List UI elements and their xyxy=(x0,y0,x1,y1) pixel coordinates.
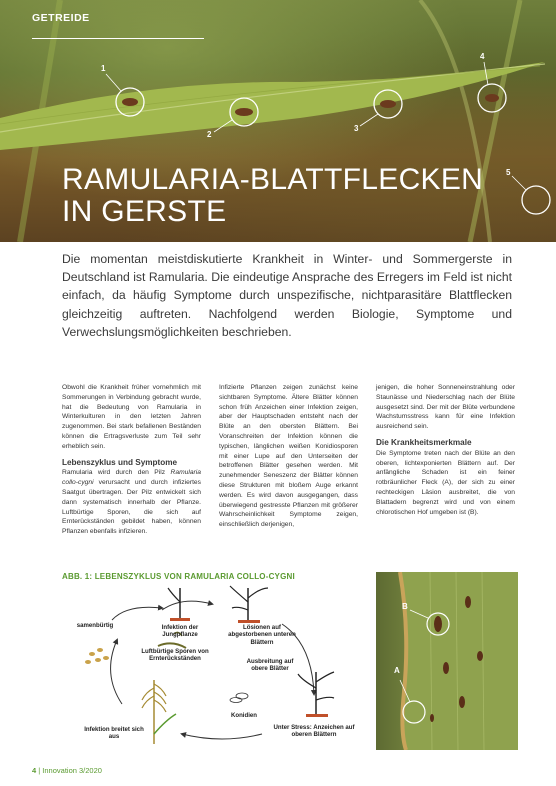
col1-text-a: Ramularia wird durch den Pilz xyxy=(62,469,171,477)
column-3 xyxy=(376,383,515,523)
photo-label-a: A xyxy=(394,666,400,675)
label-spread-upper: Ausbreitung auf obere Blätter xyxy=(246,658,294,673)
photo-label-b: B xyxy=(402,602,408,611)
col3-heading: Die Krankheitsmerkmale xyxy=(376,437,472,447)
lifecycle-diagram xyxy=(62,584,362,754)
section-divider xyxy=(32,38,204,39)
page-number: 4 xyxy=(32,766,37,775)
col1-paragraph-2 xyxy=(62,468,201,537)
footer-separator: | xyxy=(36,766,43,775)
page-footer xyxy=(32,766,102,775)
col3-paragraph-1: jenigen, die hoher Sonneneinstrahlung oder Staunässe und Niederschlag nach der Blüte ausgesetzt sind. Der mit der Blüte verbundene Wachstumsstress kann für eine Infektion ausreichend sein. xyxy=(376,384,515,431)
col1-heading: Lebenszyklus und Symptome xyxy=(62,457,178,467)
column-1 xyxy=(62,383,201,543)
title-line-1: RAMULARIA-BLATTFLECKEN xyxy=(62,163,484,196)
page-title xyxy=(62,164,483,228)
label-conidia: Konidien xyxy=(230,712,258,719)
callout-4: 4 xyxy=(480,52,485,61)
figure-title: ABB. 1: LEBENSZYKLUS VON RAMULARIA COLLO-CYGNI xyxy=(62,572,295,581)
callout-1: 1 xyxy=(101,64,106,73)
lead-paragraph: Die momentan meistdiskutierte Krankheit in Winter- und Sommergerste in Deutschland ist Ramularia. Die eindeutige Ansprache des Erregers im Feld ist nicht einfach, da häufig Symptome durch unspezifische, nichtparasitäre Blattflecken gleichzeitig auftreten. Nachfolgend werden Biologie, Symptome und Verwechslungsmöglichkeiten beschrieben. xyxy=(62,252,512,339)
col1-species-name: Ramularia collo-cygni xyxy=(62,469,201,487)
label-airborne-spores: Luftbürtige Sporen von Ernterückständen xyxy=(141,648,209,663)
label-infection-spreads: Infektion breitet sich aus xyxy=(84,726,144,741)
col1-paragraph-1: Obwohl die Krankheit früher vornehmlich mit Sommerungen in Verbindung gebracht wurde, hat die Bedeutung von Ramularia in Winterkulturen in den letzten Jahren zugenommen. Bei stark befallenen Beständen können die Ertragsverluste zum Teil sehr erheblich sein. xyxy=(62,384,201,450)
label-seedborne: samenbürtig xyxy=(76,622,114,629)
title-line-2: IN GERSTE xyxy=(62,195,227,228)
col2-paragraph-1: Infizierte Pflanzen zeigen zunächst keine sichtbaren Symptome. Ältere Blätter können schon früh Anzeichen einer Infektion zeigen, aber der Hauptschaden entsteht nach der Blüte an den obersten Blättern. Bei Voranschreiten der Infektion können die typischen, länglichen weißen Konidiosporen mit einer Lupe auf den Unterseiten der betroffenen Blätter gesehen werden. Mit zunehmender Seneszenz der Blätter können diese Strukturen mit bloßem Auge erkannt werden. Es wird davon ausgegangen, dass überwiegend gestresste Pflanzen mit größerer Wahrscheinlichkeit Symptome zeigen, einschließlich derjenigen, xyxy=(219,384,358,529)
callout-3: 3 xyxy=(354,124,359,133)
label-lesions: Lösionen auf abgestorbenen unteren Blättern xyxy=(228,624,296,646)
section-tag: GETREIDE xyxy=(32,12,90,24)
column-2 xyxy=(219,383,358,536)
hero-image xyxy=(0,0,556,242)
leaf-closeup-graphic xyxy=(376,572,518,750)
leaf-closeup-photo xyxy=(376,572,518,750)
label-stress-symptoms: Unter Stress: Anzeichen auf oberen Blättern xyxy=(273,724,355,739)
callout-2: 2 xyxy=(207,130,212,139)
col3-paragraph-2: Die Symptome treten nach der Blüte an den oberen, lichtexponierten Blättern auf. Der anfängliche Schaden ist ein feiner rotbräunlicher Fleck (A), der sich zu einer rechteckigen Läsion ausbreitet, die von Blattadern begrenzt wird und von einem chlorotischen Hof umgeben ist (B). xyxy=(376,449,515,516)
callout-5: 5 xyxy=(506,168,511,177)
publication-name: Innovation 3/2020 xyxy=(42,766,102,775)
label-infection-young: Infektion der Jungpflanze xyxy=(161,624,199,639)
col1-text-b: verursacht und durch infiziertes Saatgut übertragen. Der Pilz entwickelt sich dann systematisch innerhalb der Pflanze. Luftbürtige Sporen, die sich auf Ernterückständen gebildet haben, können Pflanzen ebenfalls infizieren. xyxy=(62,479,201,536)
